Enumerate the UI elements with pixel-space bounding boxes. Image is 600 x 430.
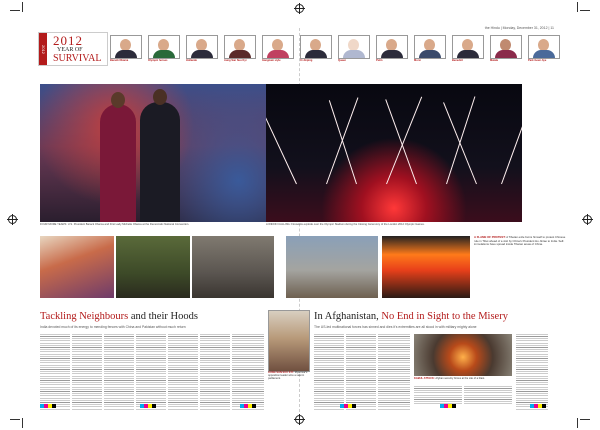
- portrait-caption: Putin: [376, 59, 383, 62]
- portrait-photo: [110, 35, 142, 59]
- portrait-caption: Hollande: [186, 59, 197, 62]
- portrait-photo: [300, 35, 332, 59]
- portrait-photo: [224, 35, 256, 59]
- portrait-photo: [490, 35, 522, 59]
- news-photo: [192, 236, 274, 298]
- tibet-photo-caption: A FLAME OF PROTEST: A Tibetan exile burns himself to protest Chinese rule in Tibet ahead of a visit by China's President Hu Jintao to India. Self-immolations have spread inside Tibetan areas of China.: [474, 235, 566, 247]
- year-logo: [38, 32, 108, 66]
- portrait-caption: Morsi: [414, 59, 421, 62]
- main-photo-caption-left: FOUR MORE YEARS: U.S. President Barack Obama and First Lady Michelle Obama at the Democratic National Convention.: [40, 223, 190, 226]
- article-column: [136, 334, 166, 410]
- main-photo-caption-right: LONDON CALLING: Fireworks explode over the Olympic Stadium during the Closing Ceremony of the London 2012 Olympic Games.: [266, 223, 425, 226]
- article-headline-neighbours: Tackling Neighbours and their Hoods: [40, 311, 198, 322]
- article-column: [168, 334, 198, 410]
- portrait-caption: Aung San Suu Kyi: [224, 59, 247, 62]
- portrait-photo: [186, 35, 218, 59]
- article-deck-afghanistan: The US-led multinational forces has sinned and dies it's extremities are all stood in with military mighty alone: [314, 325, 477, 329]
- portrait-caption: Queen: [338, 59, 347, 62]
- portrait-caption: Benedict: [452, 59, 463, 62]
- portrait-caption: Park Geun-hye: [528, 59, 547, 62]
- article-headline-afghanistan: In Afghanistan, No End in Sight to the Misery: [314, 311, 508, 322]
- portrait-caption: Gangnam style: [262, 59, 281, 62]
- portrait-photo: [262, 35, 294, 59]
- article-deck-neighbours: India devoted much of its energy to mending fences with China and Pakistan without much return: [40, 325, 186, 329]
- registration-mark: [8, 215, 17, 224]
- portrait-caption: Olympic heroes: [148, 59, 168, 62]
- registration-mark: [295, 4, 304, 13]
- article-column: [314, 334, 344, 410]
- portrait-photo: [414, 35, 446, 59]
- suu-kyi-caption: AUNG SAN SUU KYI: Myanmar's opposition leader wins a seat in parliament.: [268, 371, 308, 381]
- article-column: [200, 334, 230, 410]
- article-column: [40, 334, 70, 410]
- color-bar: [340, 404, 356, 408]
- registration-mark: [583, 215, 592, 224]
- news-photo: [40, 236, 114, 298]
- kabul-blast-photo: [414, 334, 512, 376]
- portrait-photo: [148, 35, 180, 59]
- portrait-caption: Malala: [490, 59, 498, 62]
- color-bar: [530, 404, 546, 408]
- logo-subtitle-1: YEAR OF: [57, 47, 83, 53]
- newspaper-spread: [30, 20, 570, 410]
- logo-year: 2012: [53, 33, 83, 48]
- article-column: [414, 386, 462, 404]
- article-column: [104, 334, 134, 410]
- suu-kyi-photo: [268, 310, 310, 372]
- article-column: [378, 334, 410, 410]
- article-column: [464, 386, 512, 404]
- olympic-fireworks-photo: [266, 84, 522, 222]
- kabul-blast-caption: KABUL ATTACK: Afghan security forces at the site of a blast.: [414, 377, 485, 380]
- portrait-caption: Xi Jinping: [300, 59, 313, 62]
- logo-tag: 2012: [39, 33, 47, 65]
- news-photo: [286, 236, 378, 298]
- portrait-photo: [452, 35, 484, 59]
- portrait-photo: [528, 35, 560, 59]
- registration-mark: [295, 415, 304, 424]
- news-photo: [116, 236, 190, 298]
- color-bar: [140, 404, 156, 408]
- tibet-protest-photo: [382, 236, 470, 298]
- logo-subtitle-2: SURVIVAL: [53, 53, 102, 64]
- article-column: [232, 334, 264, 410]
- page-info: the Hindu | Monday, December 31, 2012 | 11: [484, 26, 554, 30]
- article-column: [516, 334, 548, 410]
- color-bar: [240, 404, 256, 408]
- article-column: [72, 334, 102, 410]
- portrait-caption: Barack Obama: [110, 59, 129, 62]
- portrait-photo: [338, 35, 370, 59]
- article-column: [346, 334, 376, 410]
- color-bar: [40, 404, 56, 408]
- portrait-photo: [376, 35, 408, 59]
- obama-convention-photo: [40, 84, 288, 222]
- color-bar: [440, 404, 456, 408]
